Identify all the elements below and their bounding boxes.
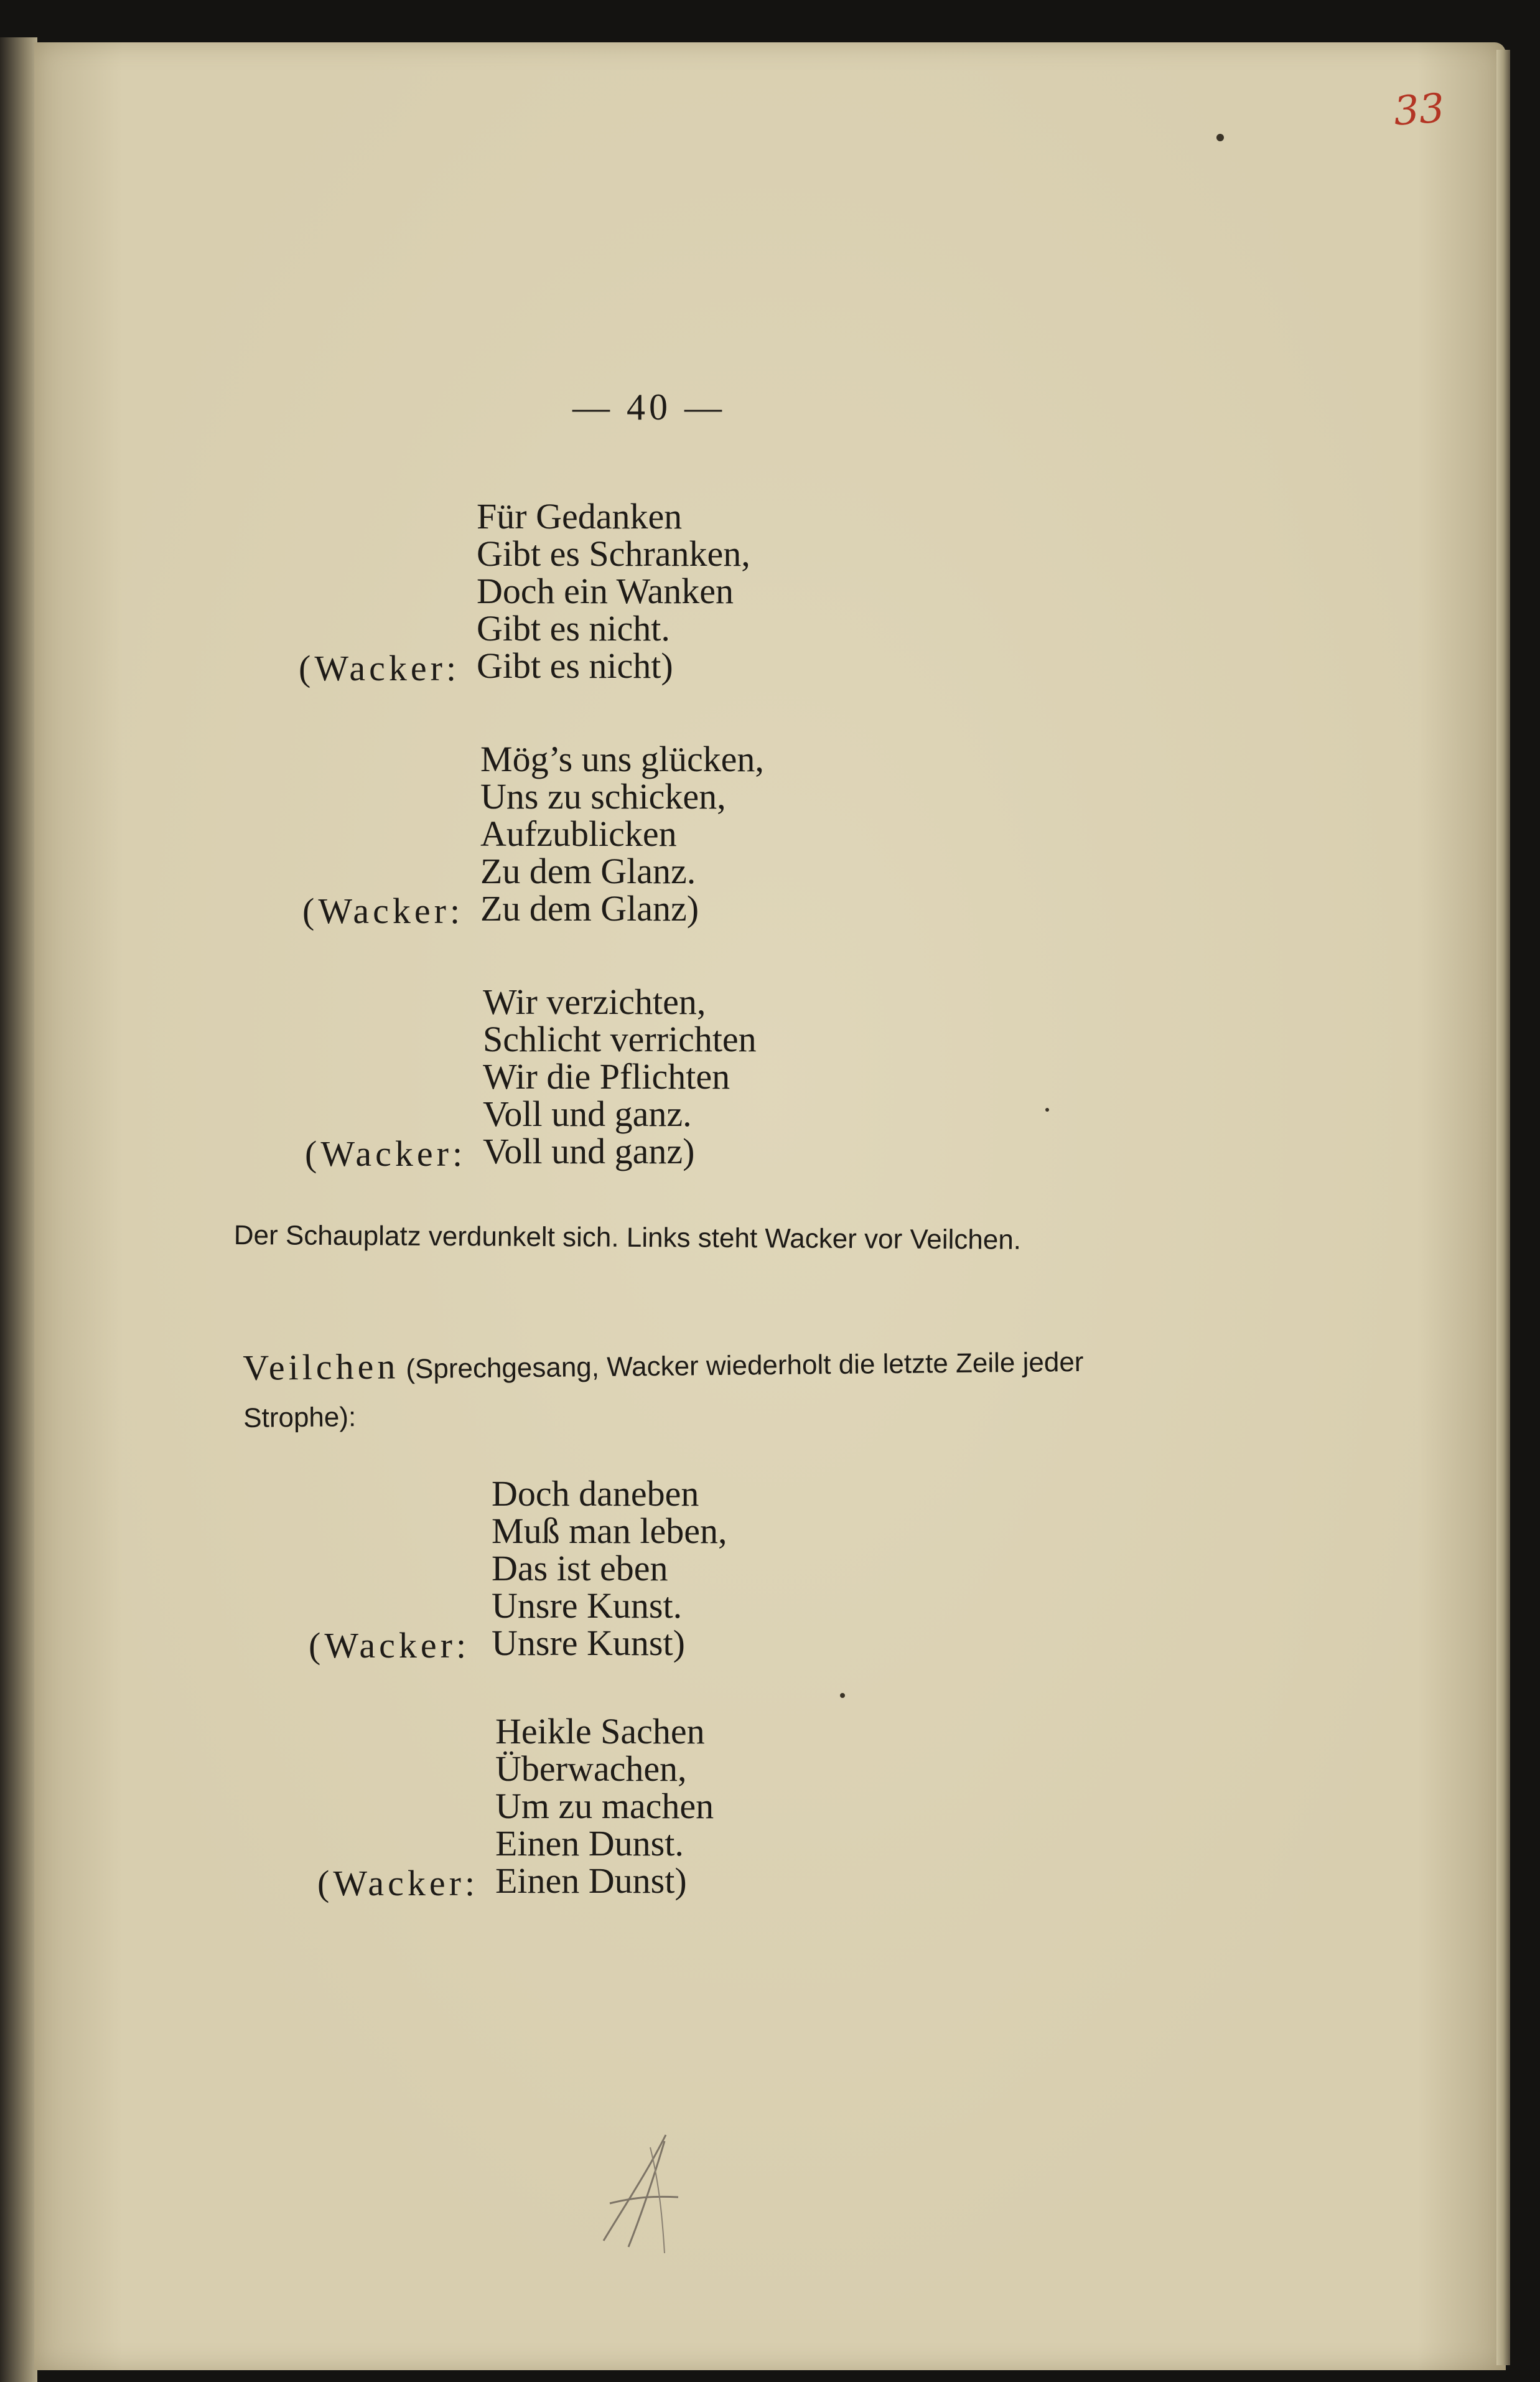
speaker-wacker: (Wacker: — [299, 648, 460, 688]
verse-line: Das ist eben — [492, 1548, 668, 1588]
verse-line: Uns zu schicken, — [480, 776, 726, 817]
verse-response: Einen Dunst) — [495, 1860, 687, 1901]
verse-line: Mög’s uns glücken, — [480, 739, 764, 779]
verse-line: Wir die Pflichten — [483, 1056, 730, 1097]
verse-line: Aufzublicken — [480, 814, 677, 854]
speaker-wacker: (Wacker: — [317, 1863, 479, 1903]
verse-line: Gibt es nicht. — [477, 608, 670, 649]
verse-line: Gibt es Schranken, — [477, 533, 750, 574]
paper-speck — [1216, 134, 1224, 141]
stanza-1 — [477, 498, 750, 685]
verse-response: Unsre Kunst) — [492, 1623, 685, 1663]
pencil-mark — [591, 2122, 691, 2259]
book-spine — [0, 37, 37, 2382]
verse-line: Doch daneben — [492, 1473, 699, 1514]
verse-line: Voll und ganz. — [483, 1094, 692, 1134]
verse-line: Um zu machen — [495, 1786, 714, 1826]
stanza-5 — [495, 1713, 714, 1900]
stage-direction: Der Schauplatz verdunkelt sich. Links steht Wacker vor Veilchen. — [233, 1220, 1022, 1255]
speaker-wacker: (Wacker: — [305, 1133, 467, 1174]
verse-line: Muß man leben, — [492, 1511, 727, 1551]
verse-response: Zu dem Glanz) — [480, 888, 699, 929]
speaker-wacker: (Wacker: — [302, 891, 464, 931]
page-number: — 40 — — [572, 387, 726, 428]
verse-line: Wir verzichten, — [483, 982, 706, 1022]
verse-line: Überwachen, — [495, 1748, 687, 1789]
verse-line: Einen Dunst. — [495, 1823, 684, 1864]
stanza-4 — [492, 1475, 727, 1662]
paper-speck — [840, 1693, 845, 1698]
book-page — [34, 42, 1506, 2370]
speaker-cue — [243, 1336, 1103, 1442]
handwritten-folio-number: 33 — [1392, 85, 1446, 135]
speaker-wacker: (Wacker: — [309, 1625, 470, 1666]
verse-line: Zu dem Glanz. — [480, 851, 696, 891]
paper-speck — [1045, 1108, 1049, 1112]
page-edge — [1496, 50, 1510, 2365]
verse-response: Voll und ganz) — [483, 1131, 695, 1171]
cue-note: (Sprechgesang, Wacker wiederholt die letzte Zeile jeder Strophe): — [243, 1346, 1084, 1433]
verse-line: Unsre Kunst. — [492, 1585, 683, 1626]
verse-line: Doch ein Wanken — [477, 571, 734, 611]
cue-speaker-name: Veilchen — [243, 1346, 399, 1388]
stanza-3 — [483, 983, 757, 1170]
verse-response: Gibt es nicht) — [477, 645, 673, 686]
verse-line: Für Gedanken — [477, 496, 683, 537]
verse-line: Heikle Sachen — [495, 1711, 705, 1751]
verse-line: Schlicht verrichten — [483, 1019, 757, 1059]
stanza-2 — [480, 741, 764, 927]
